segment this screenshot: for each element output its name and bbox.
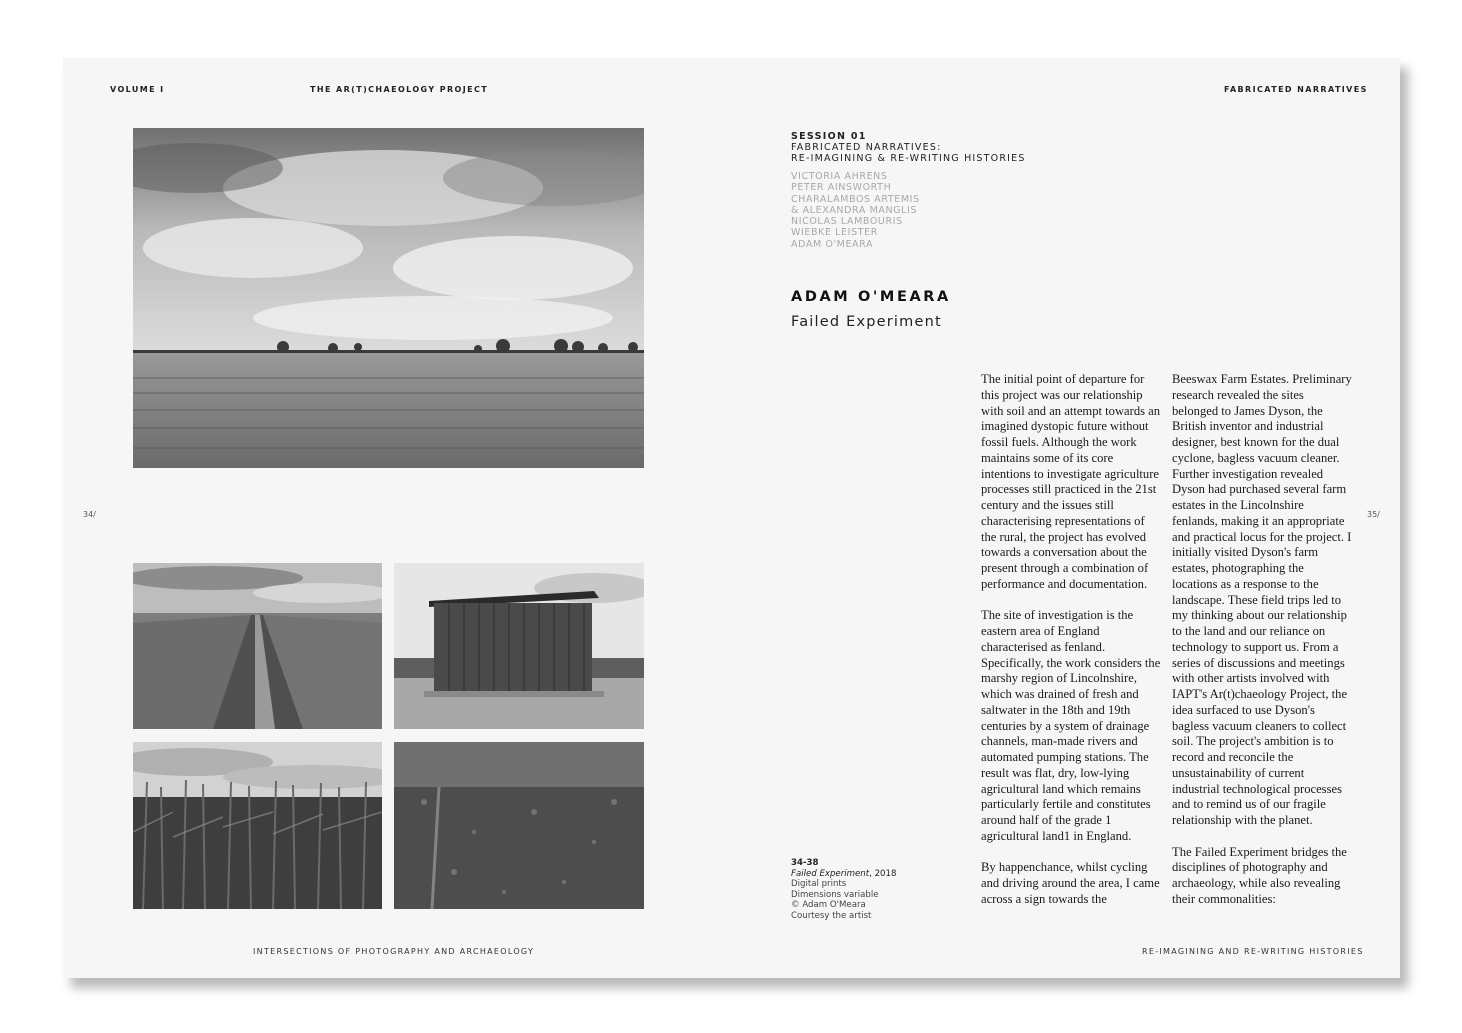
body-column-2 (1172, 372, 1352, 923)
article-author: ADAM O'MEARA (791, 289, 951, 305)
image-caption (791, 858, 896, 922)
participant: PETER AINSWORTH (791, 182, 892, 194)
participants-list (791, 171, 920, 250)
paragraph: The Failed Experiment bridges the disciplines of photography and archaeology, while also revealing their commonalities: (1172, 844, 1347, 906)
caption-number: 34-38 (791, 858, 819, 868)
participant: NICOLAS LAMBOURIS (791, 216, 903, 228)
page-number-left: 34/ (83, 510, 96, 519)
footer-left: INTERSECTIONS OF PHOTOGRAPHY AND ARCHAEOLOGY (253, 947, 535, 956)
session-title-line2: RE-IMAGINING & RE-WRITING HISTORIES (791, 153, 1026, 164)
footer-right: RE-IMAGINING AND RE-WRITING HISTORIES (1142, 947, 1364, 956)
session-block (791, 131, 1026, 164)
header-volume: VOLUME I (110, 85, 165, 94)
caption-line: Courtesy the artist (791, 910, 872, 921)
header-project: THE AR(T)CHAEOLOGY PROJECT (310, 85, 489, 94)
header-section: FABRICATED NARRATIVES (1224, 85, 1368, 94)
landscape-clouds-photo (133, 128, 644, 468)
cornfield-photo (133, 742, 382, 909)
caption-title: Failed Experiment (791, 868, 870, 879)
caption-year: , 2018 (869, 868, 897, 879)
participant: ADAM O'MEARA (791, 238, 874, 250)
article-title: Failed Experiment (791, 314, 942, 330)
page-number-right: 35/ (1367, 510, 1380, 519)
participant: CHARALAMBOS ARTEMIS (791, 193, 920, 205)
paragraph: Beeswax Farm Estates. Preliminary research revealed the sites belonged to James Dyson, the British inventor and industrial designer, best known for the dual cyclone, bagless vacuum cleaner. Further investigation revealed Dyson had purchased several farm estates in the Lincolnshire fenlands, making it an appropriate and practical locus for the project. I initially visited Dyson's farm estates, photographing the locations as a response to the landscape. These field trips led to my thinking about our relationship to the land and our reliance on technology to support us. From a series of discussions and meetings with other artists involved with IAPT's Ar(t)chaeology Project, the idea surfaced to use Dyson's bagless vacuum cleaners to collect soil. The project's ambition is to record and reconcile the unsustainability of current industrial technological processes and to remind us of our fragile relationship with the planet. (1172, 372, 1352, 827)
shed-photo (394, 563, 644, 729)
paragraph: The initial point of departure for this project was our relationship with soil and an attempt towards an imagined dystopic future without fossil fuels. Although the work maintains some of its core intentions to investigate agriculture processes still practiced in the 21st century and the issues still characterising representations of the rural, the project has evolved towards a conversation about the present through a combination of performance and documentation. (981, 372, 1161, 591)
session-label: SESSION 01 (791, 131, 867, 142)
soil-photo (394, 742, 644, 909)
paragraph: By happenchance, whilst cycling and driving around the area, I came across a sign towards the (981, 860, 1160, 906)
paragraph: The site of investigation is the eastern area of England characterised as fenland. Specifically, the work considers the marshy region of Lincolnshire, which was drained of fresh and saltwater in the 18th and 19th centuries by a system of drainage channels, man-made rivers and automated pumping stations. The result was flat, dry, low-lying agricultural land which remains particularly fertile and constitutes around half of the grade 1 agricultural land1 in England. (981, 608, 1161, 843)
participant: WIEBKE LEISTER (791, 227, 878, 239)
body-column-1 (981, 372, 1161, 923)
caption-line: Dimensions variable (791, 889, 879, 900)
caption-line: Digital prints (791, 879, 847, 890)
drainage-ditch-photo (133, 563, 382, 729)
participant: VICTORIA AHRENS (791, 171, 888, 182)
session-title-line1: FABRICATED NARRATIVES: (791, 142, 942, 153)
caption-line: © Adam O'Meara (791, 900, 866, 911)
participant: & ALEXANDRA MANGLIS (791, 204, 918, 216)
